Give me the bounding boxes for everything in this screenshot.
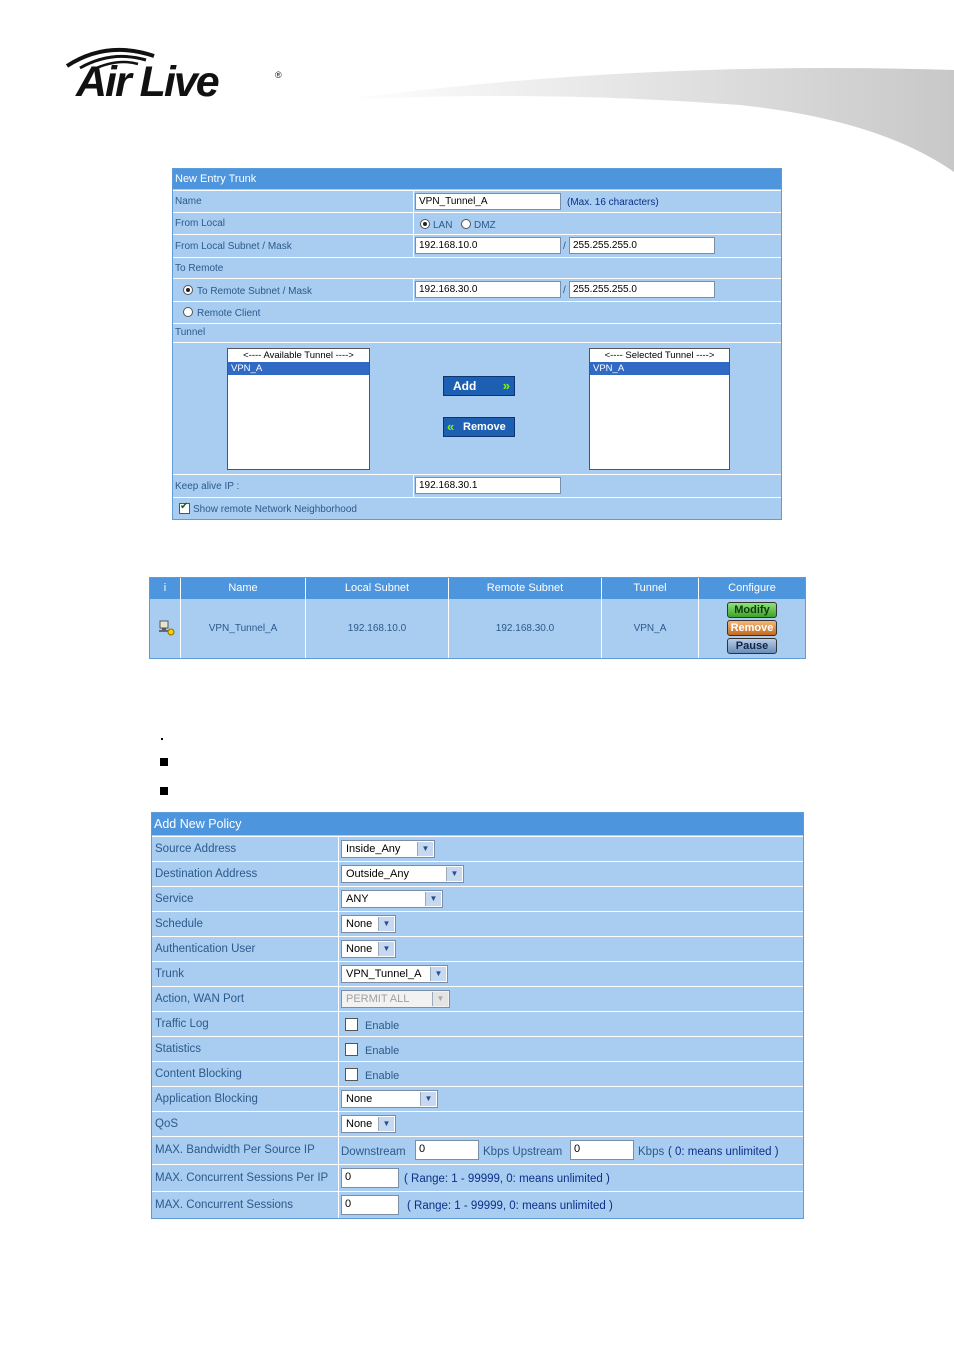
kbps-unit-label: Kbps [638, 1146, 665, 1158]
header-swoosh-decoration [340, 60, 954, 180]
sessions-per-ip-input[interactable]: 0 [341, 1168, 399, 1188]
policy-row-label: Trunk [155, 968, 184, 980]
policy-row [152, 1111, 803, 1136]
policy-row-label: Schedule [155, 918, 203, 930]
table-cell-tunnel: VPN_A [633, 623, 667, 634]
policy-select[interactable] [341, 890, 443, 908]
policy-select-value: None [346, 1093, 373, 1105]
network-computer-icon [159, 620, 175, 636]
local-subnet-slash: / [563, 241, 566, 252]
policy-row [152, 1086, 803, 1111]
policy-header-title: Add New Policy [154, 817, 242, 831]
policy-select[interactable] [341, 915, 396, 933]
chevron-down-icon: ▼ [378, 1117, 394, 1131]
col-header-index: i [150, 578, 180, 599]
policy-enable-checkbox[interactable] [345, 1018, 358, 1031]
upstream-input[interactable]: 0 [570, 1140, 634, 1160]
trunk-name-note: (Max. 16 characters) [567, 197, 659, 208]
policy-row-label: Destination Address [155, 868, 258, 880]
selected-tunnel-item[interactable]: VPN_A [590, 362, 729, 375]
policy-row-bandwidth [152, 1136, 803, 1164]
downstream-input[interactable]: 0 [415, 1140, 479, 1160]
policy-row [152, 911, 803, 936]
policy-select-value: ANY [346, 893, 369, 905]
policy-row [152, 1036, 803, 1061]
local-mask-input[interactable]: 255.255.255.0 [569, 237, 715, 254]
policy-select-value: Inside_Any [346, 843, 401, 855]
from-local-dmz-radio[interactable] [461, 219, 471, 229]
remote-subnet-radio[interactable] [183, 285, 193, 295]
selected-tunnel-header: <---- Selected Tunnel ----> [604, 350, 715, 361]
from-local-dmz-label: DMZ [474, 220, 496, 231]
registered-mark: ® [275, 70, 282, 80]
show-neighborhood-label: Show remote Network Neighborhood [193, 504, 357, 515]
remote-mask-input[interactable]: 255.255.255.0 [569, 281, 715, 298]
remote-subnet-slash: / [563, 285, 566, 296]
policy-row [152, 861, 803, 886]
policy-row [152, 1011, 803, 1036]
policy-row-label: Authentication User [155, 943, 256, 955]
policy-row-sessions [152, 1191, 803, 1218]
keepalive-input[interactable]: 192.168.30.1 [415, 477, 561, 494]
col-header-local-subnet: Local Subnet [306, 578, 448, 599]
bullet-marker [160, 758, 168, 766]
policy-select[interactable] [341, 965, 448, 983]
local-subnet-input[interactable]: 192.168.10.0 [415, 237, 561, 254]
remote-subnet-input[interactable]: 192.168.30.0 [415, 281, 561, 298]
bandwidth-label: MAX. Bandwidth Per Source IP [155, 1144, 315, 1156]
small-dot-marker [161, 738, 163, 740]
tunnel-selector-row [173, 342, 781, 474]
policy-select-value: Outside_Any [346, 868, 409, 880]
chevron-down-icon: ▼ [425, 892, 441, 906]
policy-row-label: QoS [155, 1118, 179, 1130]
trunk-name-label: Name [175, 196, 202, 207]
double-arrow-right-icon: » [502, 378, 510, 393]
chevron-down-icon: ▼ [446, 867, 462, 881]
remove-tunnel-button[interactable] [443, 417, 515, 437]
from-local-lan-radio[interactable] [420, 219, 430, 229]
policy-select[interactable] [341, 1115, 396, 1133]
selected-tunnel-list[interactable] [589, 348, 730, 470]
col-header-configure: Configure [699, 578, 805, 599]
neighborhood-row [173, 497, 781, 519]
remote-client-radio[interactable] [183, 307, 193, 317]
remove-button[interactable]: Remove [727, 620, 777, 636]
trunk-summary-table [149, 577, 806, 659]
sessions-input[interactable]: 0 [341, 1195, 399, 1215]
policy-header-row [152, 813, 803, 835]
policy-row [152, 936, 803, 961]
policy-row [152, 1061, 803, 1086]
policy-select-value: None [346, 1118, 373, 1130]
modify-button[interactable]: Modify [727, 602, 777, 618]
from-local-row [173, 212, 781, 234]
chevron-down-icon: ▼ [432, 992, 448, 1006]
col-header-tunnel: Tunnel [602, 578, 698, 599]
policy-row-label: Content Blocking [155, 1068, 242, 1080]
to-remote-row [173, 257, 781, 278]
table-cell-local-subnet: 192.168.10.0 [347, 623, 407, 634]
tunnel-label: Tunnel [175, 327, 206, 338]
policy-enable-label: Enable [365, 1070, 400, 1082]
policy-row [152, 836, 803, 861]
table-row-status [150, 600, 180, 658]
keepalive-label: Keep alive IP : [175, 481, 240, 492]
policy-enable-label: Enable [365, 1020, 400, 1032]
policy-row-label: Traffic Log [155, 1018, 209, 1030]
local-subnet-row [173, 234, 781, 257]
remote-client-label: Remote Client [197, 308, 261, 319]
policy-row [152, 961, 803, 986]
policy-row-label: Statistics [155, 1043, 202, 1055]
table-cell-remote-subnet: 192.168.30.0 [495, 623, 555, 634]
show-neighborhood-checkbox[interactable] [179, 503, 190, 514]
local-subnet-label: From Local Subnet / Mask [175, 241, 292, 252]
trunk-name-row [173, 190, 781, 212]
policy-enable-label: Enable [365, 1045, 400, 1057]
to-remote-label: To Remote [175, 263, 224, 274]
policy-select [341, 990, 450, 1008]
table-cell-name: VPN_Tunnel_A [208, 623, 278, 634]
policy-select[interactable] [341, 1090, 438, 1108]
policy-row-label: Action, WAN Port [155, 993, 245, 1005]
policy-select-value: None [346, 918, 373, 930]
remote-subnet-row [173, 278, 781, 301]
new-entry-trunk-panel [172, 168, 782, 520]
policy-row-label: Service [155, 893, 194, 905]
trunk-name-input[interactable]: VPN_Tunnel_A [415, 193, 561, 210]
available-tunnel-list[interactable] [227, 348, 370, 470]
policy-row [152, 886, 803, 911]
bandwidth-note: ( 0: means unlimited ) [668, 1146, 779, 1158]
chevron-down-icon: ▼ [378, 942, 394, 956]
add-tunnel-button[interactable] [443, 376, 515, 396]
policy-select[interactable] [341, 865, 464, 883]
add-tunnel-label: Add [453, 379, 477, 393]
trunk-header-row [173, 169, 781, 189]
policy-select[interactable] [341, 940, 396, 958]
policy-row-label: Source Address [155, 843, 237, 855]
sessions-per-ip-label: MAX. Concurrent Sessions Per IP [155, 1172, 329, 1184]
chevron-down-icon: ▼ [430, 967, 446, 981]
policy-select-value: None [346, 943, 373, 955]
policy-select-value: PERMIT ALL [346, 993, 410, 1005]
chevron-down-icon: ▼ [417, 842, 433, 856]
tunnel-label-row [173, 323, 781, 342]
sessions-label: MAX. Concurrent Sessions [155, 1199, 294, 1211]
remote-client-row [173, 301, 781, 323]
col-header-remote-subnet: Remote Subnet [449, 578, 601, 599]
policy-enable-checkbox[interactable] [345, 1043, 358, 1056]
policy-row-label: Application Blocking [155, 1093, 258, 1105]
chevron-down-icon: ▼ [420, 1092, 436, 1106]
available-tunnel-item[interactable]: VPN_A [228, 362, 369, 375]
add-new-policy-panel [151, 812, 804, 1219]
airlive-logo [62, 42, 292, 112]
sessions-per-ip-note: ( Range: 1 - 99999, 0: means unlimited ) [404, 1173, 610, 1185]
remote-subnet-option-label: To Remote Subnet / Mask [197, 286, 313, 297]
upstream-label: Kbps Upstream [483, 1146, 563, 1158]
logo-wordmark: Air Live [76, 58, 218, 106]
policy-select[interactable] [341, 840, 435, 858]
pause-button[interactable]: Pause [727, 638, 777, 654]
remove-tunnel-label: Remove [463, 421, 506, 433]
trunk-header-title: New Entry Trunk [175, 173, 257, 185]
from-local-lan-label: LAN [433, 220, 453, 231]
policy-enable-checkbox[interactable] [345, 1068, 358, 1081]
keepalive-row [173, 474, 781, 497]
sessions-note: ( Range: 1 - 99999, 0: means unlimited ) [407, 1200, 613, 1212]
from-local-label: From Local [175, 218, 226, 229]
policy-select-value: VPN_Tunnel_A [346, 968, 422, 980]
downstream-label: Downstream [341, 1146, 406, 1158]
available-tunnel-header: <---- Available Tunnel ----> [243, 350, 354, 361]
col-header-name: Name [181, 578, 305, 599]
bullet-marker [160, 787, 168, 795]
policy-row [152, 986, 803, 1011]
policy-row-sessions-per-ip [152, 1164, 803, 1191]
chevron-down-icon: ▼ [378, 917, 394, 931]
double-arrow-left-icon: « [447, 419, 455, 434]
